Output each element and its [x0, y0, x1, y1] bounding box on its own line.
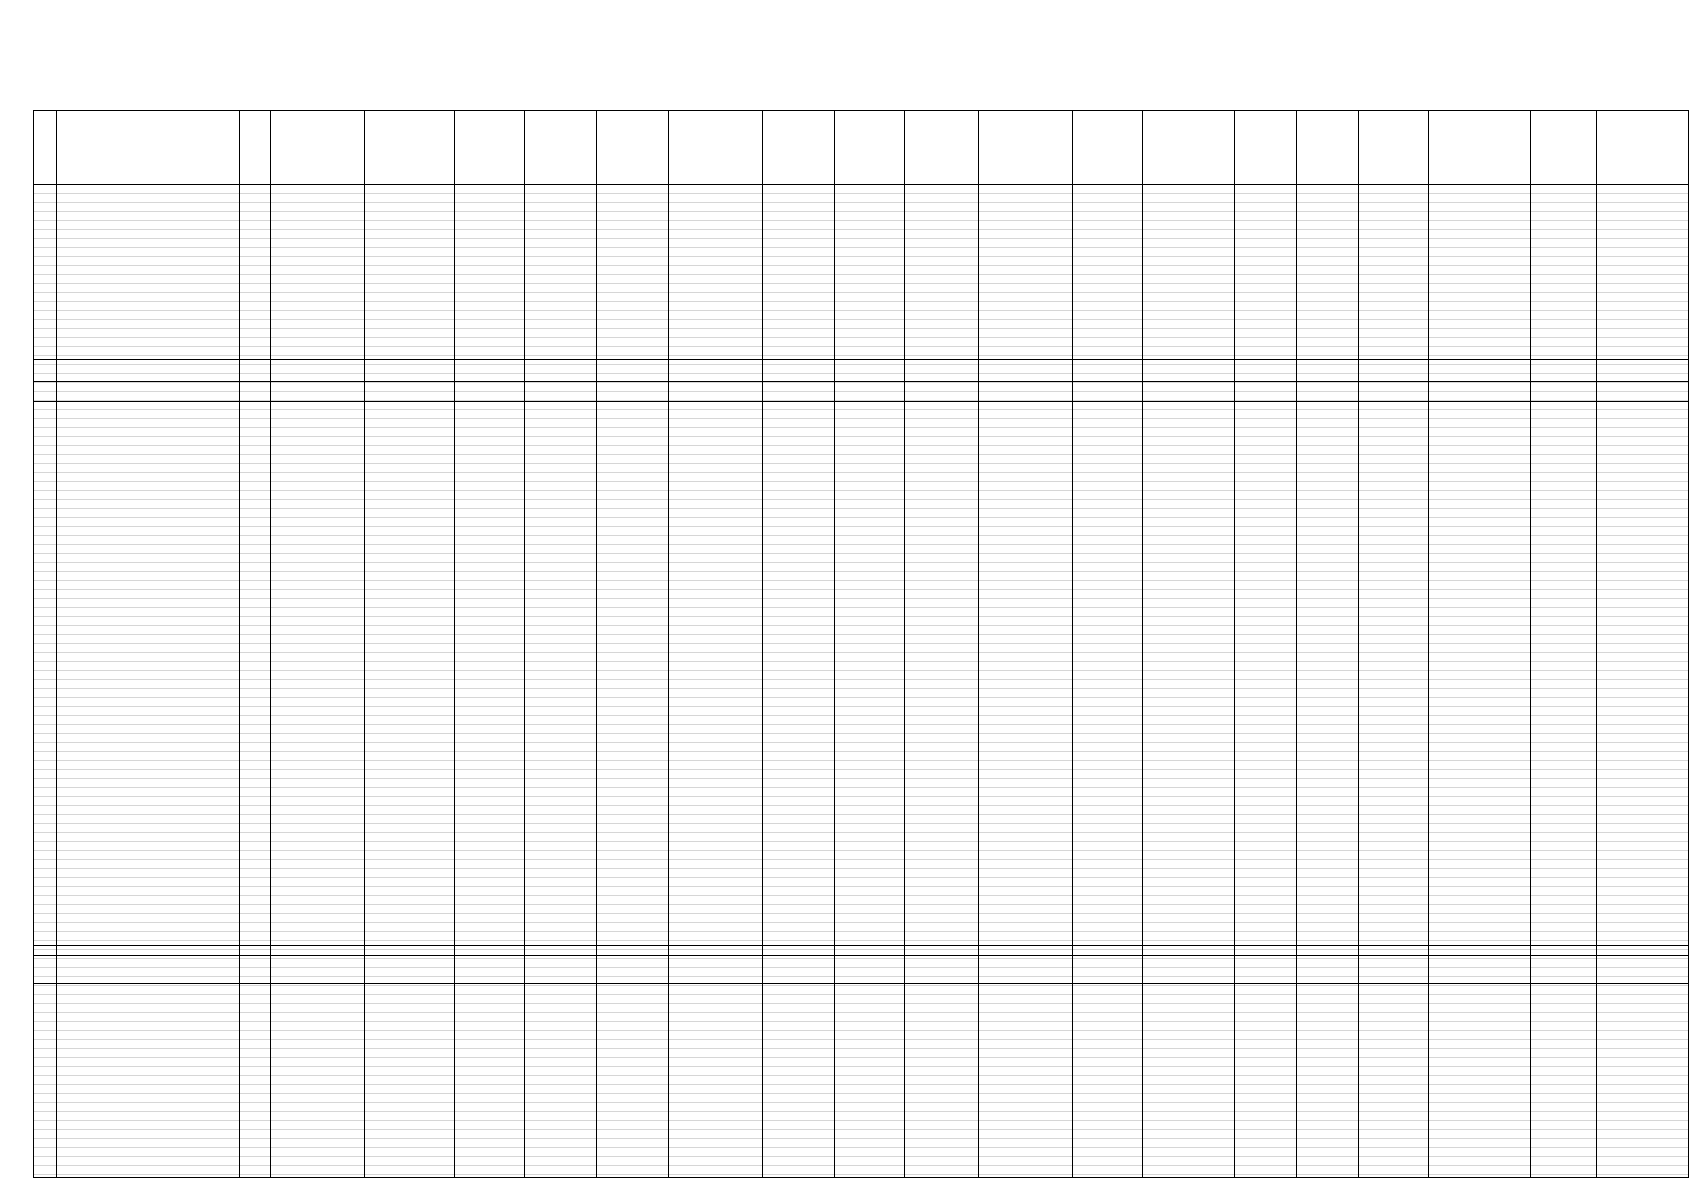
column-rule: [239, 111, 240, 1177]
capital-repair-table: [33, 110, 1689, 1178]
column-rule: [1142, 111, 1143, 1177]
column-rule: [454, 111, 455, 1177]
column-rule: [762, 111, 763, 1177]
column-rule: [1596, 111, 1597, 1177]
column-rule: [978, 111, 979, 1177]
section-divider: [34, 945, 1688, 946]
column-rule: [1358, 111, 1359, 1177]
section-divider: [34, 955, 1688, 956]
table-header-row: [34, 111, 1688, 185]
column-rule: [1072, 111, 1073, 1177]
column-rule: [524, 111, 525, 1177]
section-divider: [34, 401, 1688, 402]
column-rule: [904, 111, 905, 1177]
section-divider: [34, 983, 1688, 984]
column-rule: [364, 111, 365, 1177]
page-number: [0, 44, 1697, 52]
column-rule: [1296, 111, 1297, 1177]
column-rule: [668, 111, 669, 1177]
section-divider: [34, 359, 1688, 360]
column-rule: [270, 111, 271, 1177]
column-rule: [834, 111, 835, 1177]
column-rule: [1530, 111, 1531, 1177]
section-divider: [34, 381, 1688, 382]
column-rule: [1234, 111, 1235, 1177]
column-rule: [596, 111, 597, 1177]
column-rule: [56, 111, 57, 1177]
column-rule: [1428, 111, 1429, 1177]
